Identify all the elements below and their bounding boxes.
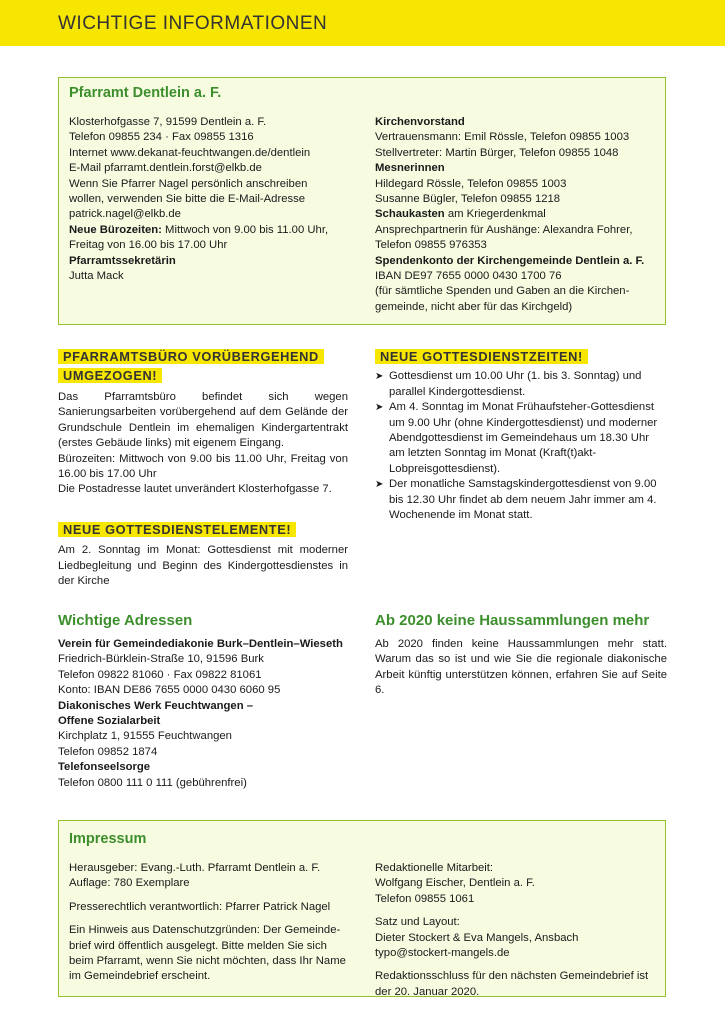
elemente-text: Am 2. Sonntag im Monat: Gottesdienst mit moderner Liedbegleitung und Beginn des Kindergottesdienstes in der Kirche — [58, 544, 348, 588]
adressen-heading: Wichtige Adressen — [58, 612, 193, 629]
hours-label: Neue Bürozeiten: — [69, 223, 162, 236]
kirchenvorstand-label: Kirchenvorstand — [375, 116, 465, 128]
layout-label: Satz und Layout: — [375, 916, 460, 929]
impressum-responsible: Presserechtlich verantwortlich: Pfarrer Patrick Nagel — [69, 900, 331, 913]
schaukasten-line3: Telefon 09855 976353 — [375, 239, 487, 252]
diakonie-phone: Telefon 09852 1874 — [58, 745, 158, 758]
arrow-icon: ➤ — [375, 479, 384, 491]
impressum-right-column — [375, 861, 660, 1000]
redaktionsschluss-2: der 20. Januar 2020. — [375, 985, 480, 998]
pfarramt-note-line2: wollen, verwenden Sie bitte die E-Mail-Adresse — [69, 193, 306, 206]
redaktion-phone: Telefon 09855 1061 — [375, 892, 475, 905]
pfarramt-website: Internet www.dekanat-feuchtwangen.de/dentlein — [69, 146, 311, 159]
pfarramt-box — [58, 77, 666, 325]
buero-section — [58, 348, 348, 498]
verein-address: Friedrich-Bürklein-Straße 10, 91596 Burk — [58, 653, 264, 666]
mesner-label: Mesnerinnen — [375, 162, 445, 175]
zeiten-section — [375, 348, 667, 523]
redaktion-label: Redaktionelle Mitarbeit: — [375, 862, 494, 874]
zeiten-heading: NEUE GOTTESDIENSTZEITEN! — [375, 349, 588, 364]
mesner-line2: Susanne Bügler, Telefon 09855 1218 — [375, 193, 561, 206]
pfarramt-note-email: patrick.nagel@elkb.de — [69, 208, 181, 221]
secretary-name: Jutta Mack — [69, 270, 124, 283]
pfarramt-address: Klosterhofgasse 7, 91599 Dentlein a. F. — [69, 116, 267, 128]
list-item: ➤ Der monatliche Samstagskindergottesdienst von 9.00 bis 12.30 Uhr findet ab dem neuem Jahr immer am 4. Wochenende im Monat statt. — [375, 478, 657, 522]
layout-email: typo@stockert-mangels.de — [375, 947, 510, 960]
impressum-privacy-2: brief wird öffentlich ausgelegt. Bitte melden Sie sich — [69, 939, 327, 952]
mesner-line1: Hildegard Rössle, Telefon 09855 1003 — [375, 177, 567, 190]
impressum-privacy-1: Ein Hinweis aus Datenschutzgründen: Der Gemeinde- — [69, 924, 341, 937]
page-title: WICHTIGE INFORMATIONEN — [58, 13, 328, 34]
verein-konto: Konto: IBAN DE86 7655 0000 0430 6060 95 — [58, 684, 281, 697]
arrow-icon: ➤ — [375, 402, 384, 414]
diakonie-label-1: Diakonisches Werk Feuchtwangen – — [58, 699, 254, 712]
header-bar — [0, 0, 725, 46]
hours-line2: Freitag von 16.00 bis 17.00 Uhr — [69, 239, 228, 252]
schaukasten-line2: Ansprechpartnerin für Aushänge: Alexandra Fohrer, — [375, 223, 633, 236]
impressum-title: Impressum — [69, 831, 147, 847]
buero-hours: Bürozeiten: Mittwoch von 9.00 bis 11.00 Uhr, Freitag von 16.00 bis 17.00 Uhr — [58, 452, 348, 481]
layout-names: Dieter Stockert & Eva Mangels, Ansbach — [375, 931, 579, 944]
arrow-icon: ➤ — [375, 371, 384, 383]
diakonie-label-2: Offene Sozialarbeit — [58, 715, 161, 728]
adressen-section — [58, 611, 358, 791]
haussammlung-text: Ab 2020 finden keine Haussammlungen mehr statt. Warum das so ist und wie Sie die regionale diakonische Arbeit künftig unterstützen können, erfahren Sie auf Seite 6. — [375, 638, 667, 697]
kirchenvorstand-line2: Stellvertreter: Martin Bürger, Telefon 09855 1048 — [375, 146, 619, 159]
schaukasten — [375, 207, 660, 222]
spendenkonto-iban: IBAN DE97 7655 0000 0430 1700 76 — [375, 270, 562, 283]
verein-label: Verein für Gemeindediakonie Burk–Dentlein–Wieseth — [58, 638, 343, 650]
verein-phone: Telefon 09822 81060 · Fax 09822 81061 — [58, 668, 262, 681]
kirchenvorstand-line1: Vertrauensmann: Emil Rössle, Telefon 09855 1003 — [375, 131, 630, 144]
pfarramt-note-line1: Wenn Sie Pfarrer Nagel persönlich anschreiben — [69, 177, 308, 190]
spendenkonto-note2: gemeinde, nicht aber für das Kirchgeld) — [375, 300, 573, 313]
buero-heading: PFARRAMTSBÜRO VORÜBERGEHEND UMGEZOGEN! — [58, 349, 324, 383]
seelsorge-label: Telefonseelsorge — [58, 761, 151, 774]
pfarramt-right-column — [375, 115, 660, 315]
pfarramt-hours — [69, 223, 369, 238]
elemente-section — [58, 521, 348, 590]
redaktionsschluss-1: Redaktionsschluss für den nächsten Gemeindebrief ist — [375, 970, 649, 983]
spendenkonto-note1: (für sämtliche Spenden und Gaben an die Kirchen- — [375, 285, 630, 298]
hours-line1: Mittwoch von 9.00 bis 11.00 Uhr, — [161, 223, 329, 236]
zeiten-list — [375, 369, 667, 523]
list-item: ➤ Gottesdienst um 10.00 Uhr (1. bis 3. Sonntag) und parallel Kindergottesdienst. — [375, 370, 642, 398]
pfarramt-phone: Telefon 09855 234 · Fax 09855 1316 — [69, 131, 254, 144]
secretary-label: Pfarramtssekretärin — [69, 254, 176, 267]
seelsorge-phone: Telefon 0800 111 0 111 (gebührenfrei) — [58, 776, 247, 789]
list-item: ➤ Am 4. Sonntag im Monat Frühaufsteher-Gottesdienst um 9.00 Uhr (ohne Kindergottesdienst) und moderner Abendgottesdienst im Gemeindehaus um 18.30 Uhr am letzten Sonntag im Monat (Kraft(t)akt-Lobpreisgottesdienst). — [375, 401, 658, 475]
elemente-heading: NEUE GOTTESDIENSTELEMENTE! — [58, 522, 296, 537]
buero-text: Das Pfarramtsbüro befindet sich wegen Sanierungsarbeiten vorübergehend auf dem Gelände der Grundschule Dentlein im ehemaligen Kindergartentrakt (erstes Gebäude links) mit eigenem Eingang. — [58, 391, 348, 450]
buero-post: Die Postadresse lautet unverändert Klosterhofgasse 7. — [58, 483, 332, 496]
impressum-publisher: Herausgeber: Evang.-Luth. Pfarramt Dentlein a. F. — [69, 862, 321, 874]
diakonie-address: Kirchplatz 1, 91555 Feuchtwangen — [58, 730, 232, 743]
impressum-circulation: Auflage: 780 Exemplare — [69, 877, 190, 890]
spendenkonto-label: Spendenkonto der Kirchengemeinde Dentlein a. F. — [375, 254, 645, 267]
impressum-box — [58, 820, 666, 997]
pfarramt-email: E-Mail pfarramt.dentlein.forst@elkb.de — [69, 162, 262, 175]
haussammlung-section — [375, 611, 667, 699]
haussammlung-heading: Ab 2020 keine Haussammlungen mehr — [375, 612, 650, 629]
impressum-privacy-3: beim Pfarramt, wenn Sie nicht möchten, dass Ihr Name — [69, 955, 346, 968]
pfarramt-title: Pfarramt Dentlein a. F. — [69, 85, 222, 101]
redaktion-name: Wolfgang Eischer, Dentlein a. F. — [375, 877, 535, 890]
impressum-privacy-4: im Gemeindebrief erscheint. — [69, 970, 211, 983]
impressum-left-column — [69, 861, 364, 985]
pfarramt-left-column — [69, 115, 369, 284]
schaukasten-text: am Kriegerdenkmal — [444, 208, 546, 221]
schaukasten-label: Schaukasten — [375, 208, 445, 221]
